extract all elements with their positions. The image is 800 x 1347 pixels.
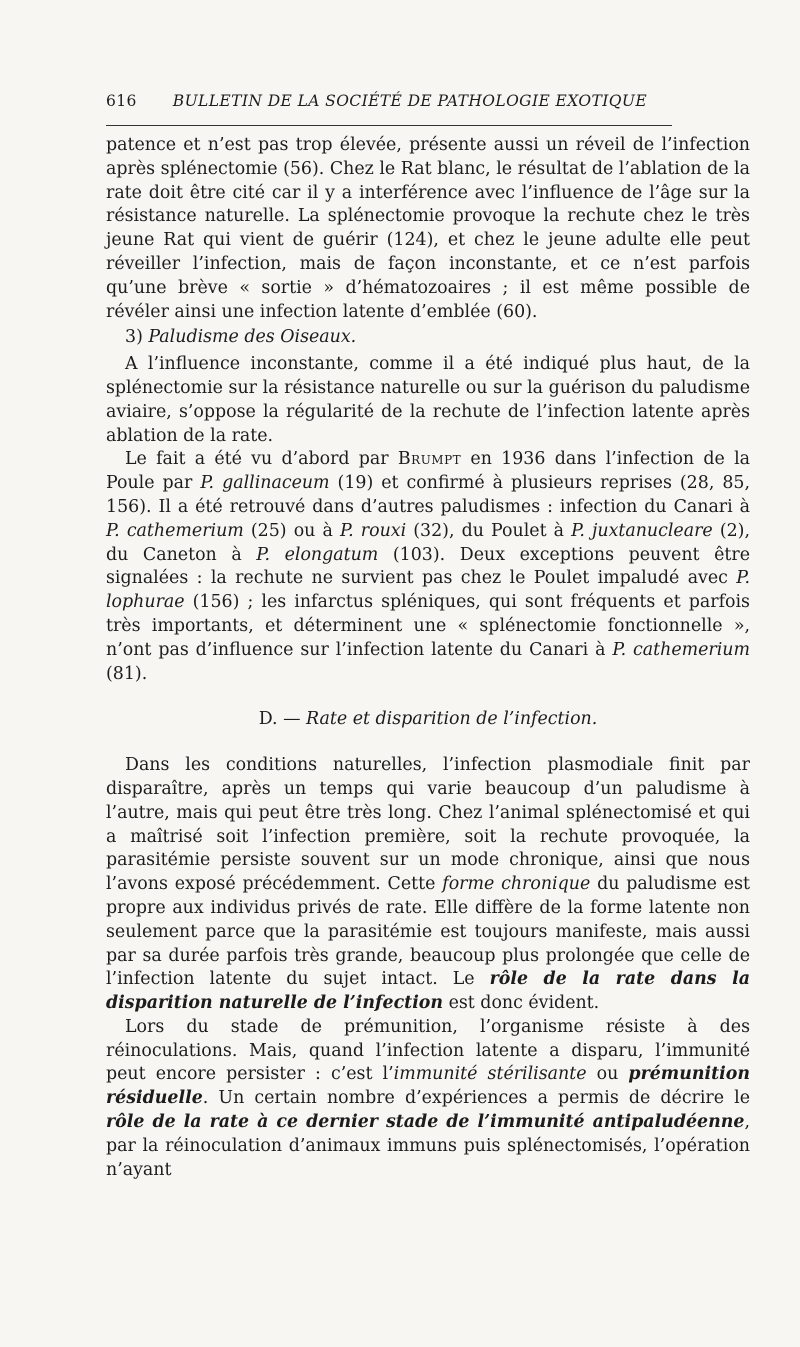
strong-emphasis: prémunition résiduelle: [106, 1064, 750, 1109]
text-run: ou: [586, 1064, 629, 1085]
header-rule: [106, 125, 672, 126]
text-run: (156) ; les infarctus spléniques, qui sont fréquents et parfois très importants, et déterminent une « splénectomie fonctionnelle », n’ont pas d’influence sur l’infection latente du Canari à: [106, 592, 750, 660]
emphasis: forme chronique: [442, 874, 591, 895]
species-name: P. lophurae: [106, 568, 750, 613]
species-name: P. rouxi: [339, 520, 407, 541]
paragraph-5: [106, 1016, 750, 1183]
text-run: Lors du stade de prémunition, l’organisme résiste à des réinoculations. Mais, quand l’infection latente a disparu, l’immunité peut encore persister : c’est l’: [106, 1016, 750, 1085]
text-run: (19) et confirmé à plusieurs reprises (28, 85, 156). Il a été retrouvé dans d’autres paludismes : infection du Canari à: [106, 473, 751, 517]
subsection-title: Paludisme des Oiseaux.: [148, 327, 357, 348]
author-name: Brumpt: [397, 449, 462, 470]
paragraph-4: [106, 754, 750, 1016]
species-name: P. cathemerium: [612, 639, 750, 660]
section-title: Rate et disparition de l’infection.: [306, 709, 598, 730]
paragraph-2: A l’influence inconstante, comme il a été indiqué plus haut, de la splénectomie sur la résistance naturelle ou sur la guérison du paludisme aviaire, s’oppose la régularité de la rechute de l’infection latente après ablation de la rate.: [106, 354, 750, 446]
subsection-heading: [106, 326, 750, 350]
text-run: . Un certain nombre d’expériences a permis de décrire le: [202, 1088, 750, 1109]
text-run: (81).: [106, 663, 148, 684]
text-run: , par la réinoculation d’animaux immuns puis splénectomisés, l’opération n’ayant: [106, 1112, 750, 1180]
text-run: du paludisme est propre aux individus privés de rate. Elle diffère de la forme latente non seulement parce que la parasitémie est toujours manifeste, mais aussi par sa durée parfois très grande, beaucoup plus prolongée que celle de l’infection latente du sujet intact. Le: [106, 874, 750, 990]
species-name: P. elongatum: [256, 544, 379, 565]
text-run: (32), du Poulet à: [406, 520, 572, 541]
section-label: D. —: [258, 709, 301, 730]
paragraph-1: patence et n’est pas trop élevée, présente aussi un réveil de l’infection après splénectomie (56). Chez le Rat blanc, le résultat de l’ablation de la rate doit être cité car il y a interférence avec l’influence de l’âge sur la résistance naturelle. La splénectomie provoque la rechute chez le très jeune Rat qui vient de guérir (124), et chez le jeune adulte elle peut réveiller l’infection, mais de façon inconstante, et ce n’est parfois qu’une brève « sortie » d’hématozoaires ; il est même possible de révéler ainsi une infection latente d’emblée (60).: [106, 135, 750, 322]
paragraph-3: [106, 448, 750, 686]
subsection-number: 3): [125, 327, 143, 348]
text-run: (25) ou à: [243, 520, 340, 541]
emphasis: immunité stérilisante: [393, 1064, 587, 1085]
species-name: P. gallinaceum: [200, 473, 330, 494]
text-run: (2), du Caneton à: [106, 520, 750, 565]
section-heading: [106, 708, 750, 732]
running-header: [106, 92, 672, 110]
species-name: P. cathemerium: [106, 520, 244, 541]
strong-emphasis: rôle de la rate à ce dernier stade de l’immunité antipaludéenne: [106, 1112, 745, 1133]
text-run: en 1936 dans l’infection de la Poule par: [106, 449, 750, 494]
body-text: [106, 134, 750, 1182]
text-run: est donc évident.: [443, 993, 600, 1014]
text-run: Dans les conditions naturelles, l’infection plasmodiale finit par disparaître, après un temps qui varie beaucoup d’un paludisme à l’autre, mais qui peut être très long. Chez l’animal splénectomisé et qui a maîtrisé soit l’infection première, soit la rechute provoquée, la parasitémie persiste souvent sur un mode chronique, ainsi que nous l’avons exposé précédemment. Cette: [106, 755, 750, 895]
species-name: P. juxtanucleare: [571, 520, 713, 541]
text-run: (103). Deux exceptions peuvent être signalées : la rechute ne survient pas chez le Poulet impaludé avec: [106, 544, 750, 589]
page-number: 616: [106, 92, 137, 110]
journal-title: BULLETIN DE LA SOCIÉTÉ DE PATHOLOGIE EXOTIQUE: [172, 92, 648, 110]
strong-emphasis: rôle de la rate dans la disparition naturelle de l’infection: [106, 969, 750, 1014]
text-run: Le fait a été vu d’abord par: [125, 449, 398, 470]
